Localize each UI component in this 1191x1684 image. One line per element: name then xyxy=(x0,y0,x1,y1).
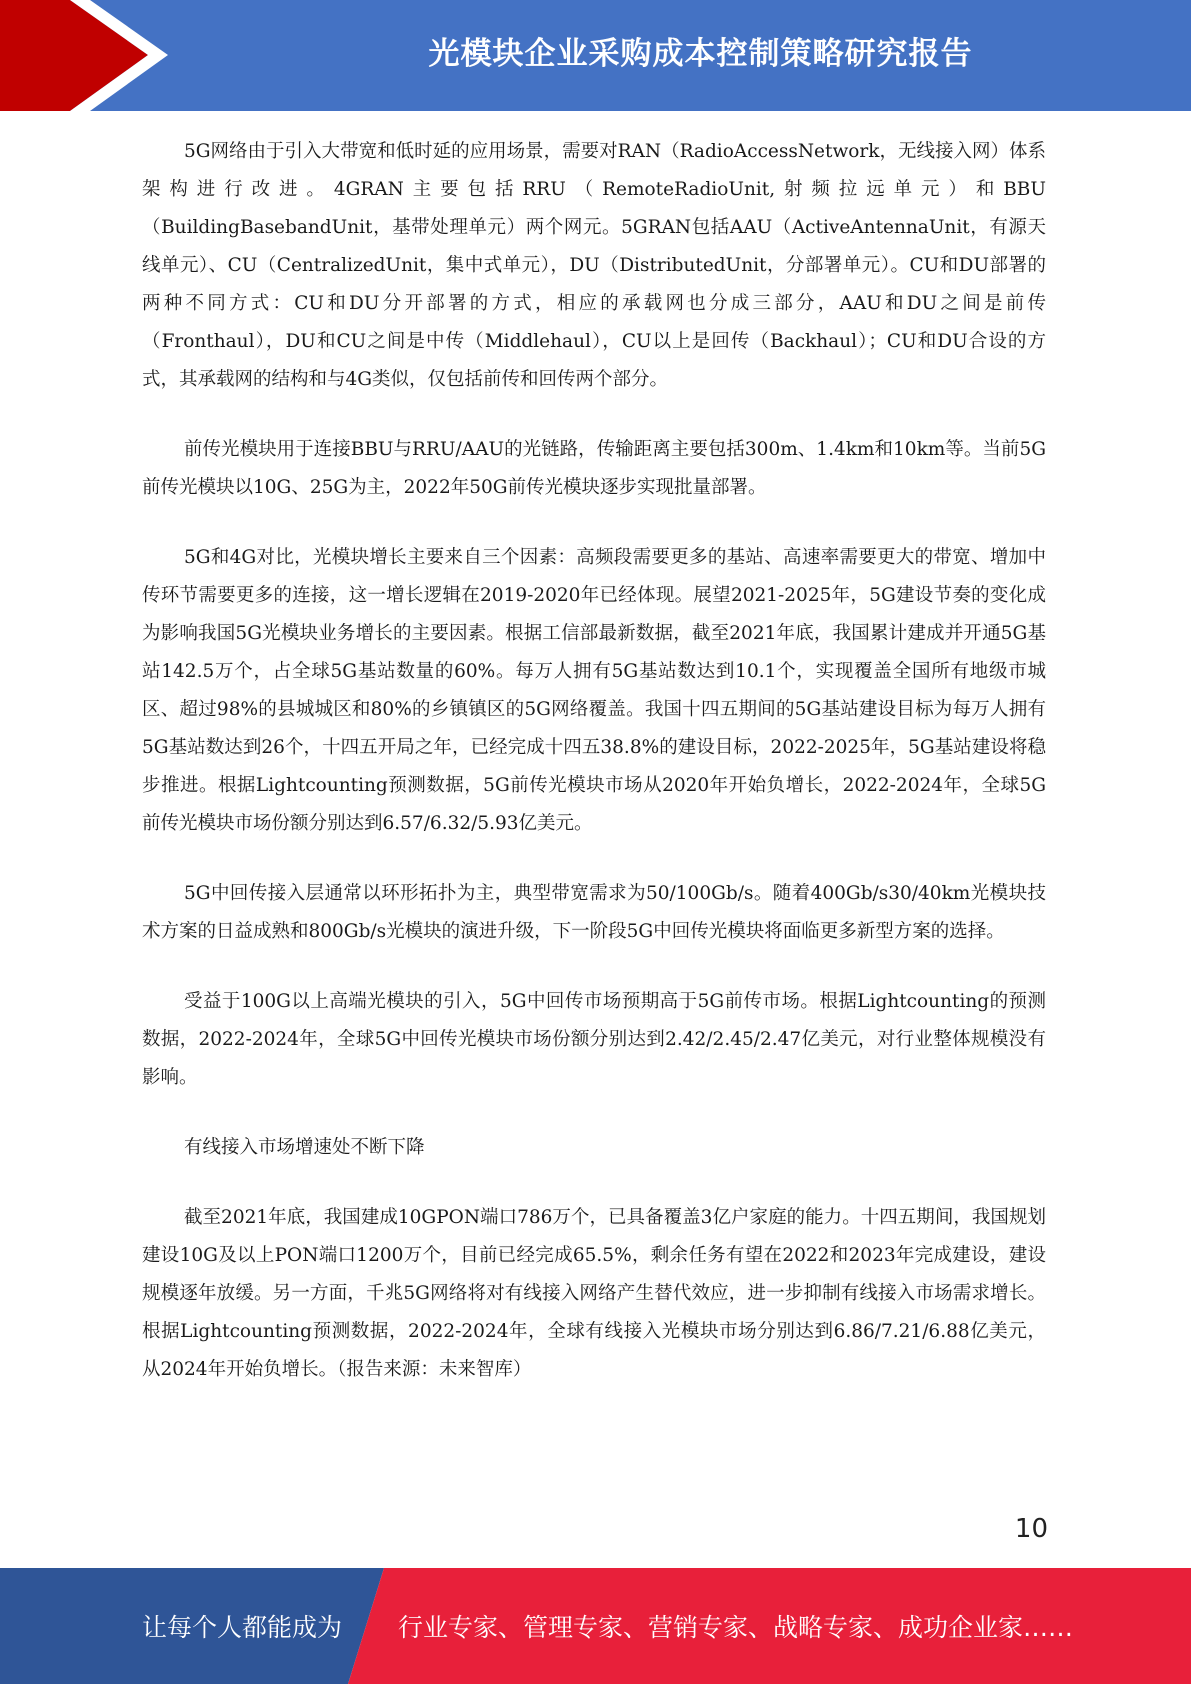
footer-slogan-right: 行业专家、管理专家、营销专家、战略专家、成功企业家…… xyxy=(398,1613,1074,1642)
paragraph-fronthaul-modules: 前传光模块用于连接BBU与RRU/AAU的光链路，传输距离主要包括300m、1.4km和10km等。当前5G前传光模块以10G、25G为主，2022年50G前传光模块逐步实现批量部署。 xyxy=(142,439,1046,498)
paragraph-midhaul-backhaul: 5G中回传接入层通常以环形拓扑为主，典型带宽需求为50/100Gb/s。随着400Gb/s30/40km光模块技术方案的日益成熟和800Gb/s光模块的演进升级，下一阶段5G中回传光模块将面临更多新型方案的选择。 xyxy=(142,883,1046,942)
section-heading-wired-access: 有线接入市场增速处不断下降 xyxy=(184,1137,425,1158)
paragraph-midhaul-market: 受益于100G以上高端光模块的引入，5G中回传市场预期高于5G前传市场。根据Lightcounting的预测数据，2022-2024年，全球5G中回传光模块市场份额分别达到2.42/2.45/2.47亿美元，对行业整体规模没有影响。 xyxy=(142,991,1046,1088)
header-bar xyxy=(0,0,1191,111)
footer-slogan-left: 让每个人都能成为 xyxy=(142,1613,343,1642)
paragraph-5g-vs-4g: 5G和4G对比，光模块增长主要来自三个因素：高频段需要更多的基站、高速率需要更大的带宽、增加中传环节需要更多的连接，这一增长逻辑在2019-2020年已经体现。展望2021-2025年，5G建设节奏的变化成为影响我国5G光模块业务增长的主要因素。根据工信部最新数据，截至2021年底，我国累计建成并开通5G基站142.5万个，占全球5G基站数量的60%。每万人拥有5G基站数达到10.1个，实现覆盖全国所有地级市城区、超过98%的县城城区和80%的乡镇镇区的5G网络覆盖。我国十四五期间的5G基站建设目标为每万人拥有5G基站数达到26个，十四五开局之年，已经完成十四五38.8%的建设目标，2022-2025年，5G基站建设将稳步推进。根据Lightcounting预测数据，5G前传光模块市场从2020年开始负增长，2022-2024年，全球5G前传光模块市场份额分别达到6.57/6.32/5.93亿美元。 xyxy=(142,547,1046,834)
report-body xyxy=(142,133,1046,1421)
page-title: 光模块企业采购成本控制策略研究报告 xyxy=(428,35,973,72)
page-number: 10 xyxy=(1014,1514,1048,1544)
paragraph-ran-architecture: 5G网络由于引入大带宽和低时延的应用场景，需要对RAN（RadioAccessNetwork，无线接入网）体系架构进行改进。4GRAN主要包括RRU（RemoteRadioUnit,射频拉远单元）和BBU（BuildingBasebandUnit，基带处理单元）两个网元。5GRAN包括AAU（ActiveAntennaUnit，有源天线单元）、CU（CentralizedUnit，集中式单元），DU（DistributedUnit，分部署单元）。CU和DU部署的两种不同方式：CU和DU分开部署的方式，相应的承载网也分成三部分，AAU和DU之间是前传（Fronthaul），DU和CU之间是中传（Middlehaul），CU以上是回传（Backhaul）；CU和DU合设的方式，其承载网的结构和与4G类似，仅包括前传和回传两个部分。 xyxy=(142,141,1046,390)
paragraph-wired-access: 截至2021年底，我国建成10GPON端口786万个，已具备覆盖3亿户家庭的能力。十四五期间，我国规划建设10G及以上PON端口1200万个，目前已经完成65.5%，剩余任务有望在2022和2023年完成建设，建设规模逐年放缓。另一方面，千兆5G网络将对有线接入网络产生替代效应，进一步抑制有线接入市场需求增长。根据Lightcounting预测数据，2022-2024年，全球有线接入光模块市场分别达到6.86/7.21/6.88亿美元，从2024年开始负增长。（报告来源：未来智库） xyxy=(142,1207,1046,1380)
footer-bar xyxy=(0,1568,1191,1684)
